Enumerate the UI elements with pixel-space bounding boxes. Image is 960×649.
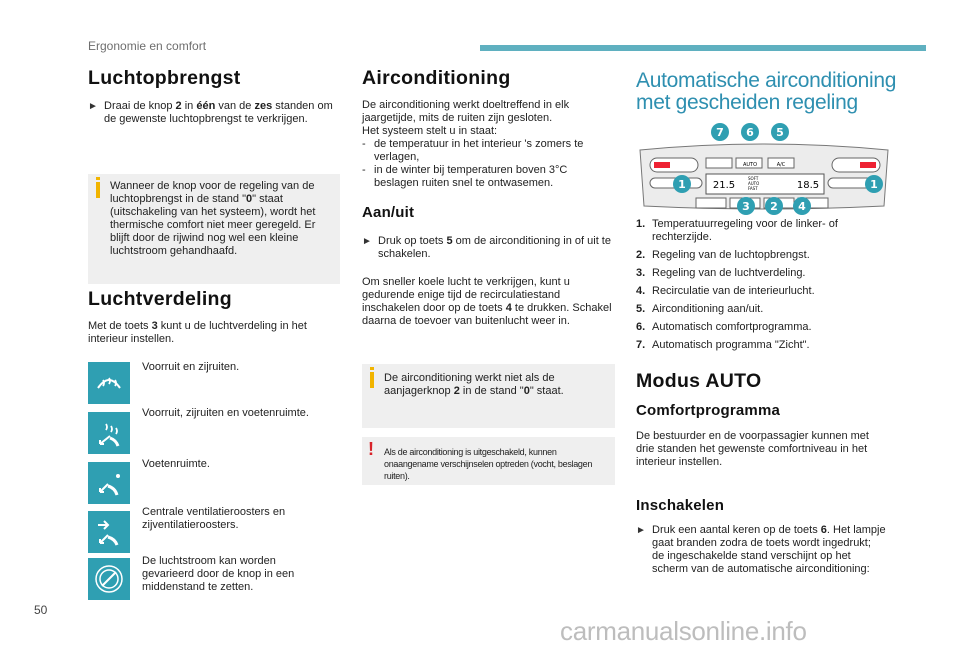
distribution-label: Voorruit, zijruiten en voetenruimte. — [142, 407, 309, 419]
panel-auto-button: AUTO — [742, 162, 758, 168]
panel-auto-label: AUTO — [748, 181, 760, 186]
warning-box-airco: ! Als de airconditioning is uitgeschakeld, kunnen onaangename verschijnselen optreden (vocht, beslagen ruiten). — [362, 437, 615, 485]
panel-temp-right: 18.5 — [796, 180, 820, 191]
distribution-label: Voetenruimte. — [142, 458, 210, 470]
info-box-airco: De airconditioning werkt niet als de aanjagerknop 2 in de stand "0" staat. — [362, 364, 615, 428]
callout-3: 3 — [742, 200, 750, 213]
face-feet-icon — [88, 511, 130, 553]
panel-legend-list — [636, 218, 886, 357]
info-icon — [96, 177, 100, 180]
list-item: 4. Recirculatie van de interieurlucht. — [636, 285, 815, 297]
step-aan-uit: ► Druk op toets 5 om de airconditioning in of uit te schakelen. — [362, 235, 611, 260]
list-item: 5. Airconditioning aan/uit. — [636, 303, 764, 315]
watermark: carmanualsonline.info — [560, 616, 807, 646]
heading-comfortprogramma: Comfortprogramma — [636, 402, 781, 419]
warning-icon: ! — [368, 439, 374, 459]
distribution-label: De luchtstroom kan worden gevarieerd door de knop in een middenstand te zetten. — [142, 555, 295, 593]
callout-2: 2 — [770, 200, 778, 213]
distribution-label: Centrale ventilatieroosters en zijventilatieroosters. — [142, 506, 286, 531]
page-number: 50 — [34, 603, 48, 617]
heading-luchtverdeling: Luchtverdeling — [88, 288, 232, 310]
heading-automatic-climate: Automatische airconditioning met gescheiden regeling — [636, 69, 897, 114]
callout-4: 4 — [798, 200, 806, 213]
callout-6: 6 — [746, 126, 754, 139]
info-icon — [370, 367, 374, 370]
callout-7: 7 — [716, 126, 724, 139]
arrow-bullet-icon: ► — [636, 525, 646, 536]
heading-modus-auto: Modus AUTO — [636, 370, 762, 392]
callout-5: 5 — [776, 126, 784, 139]
info-box-luchtopbrengst: Wanneer de knop voor de regeling van de luchtopbrengst in de stand "0" staat (uitschakeling van het systeem), wordt het thermische comfort niet meer geregeld. Er blijft door de rijwind nog wel een kleine luchtstroom gehandhaafd. — [88, 174, 340, 284]
distribution-label: Voorruit en zijruiten. — [142, 361, 240, 373]
arrow-bullet-icon: ► — [362, 236, 372, 247]
step-luchtopbrengst: ► Draai de knop 2 in één van de zes standen om de gewenste luchtopbrengst te verkrijgen. — [88, 100, 333, 125]
heading-aan-uit: Aan/uit — [362, 204, 415, 221]
list-item: 3. Regeling van de luchtverdeling. — [636, 267, 806, 279]
fan-dial-icon — [88, 558, 130, 600]
list-item: 6. Automatisch comfortprogramma. — [636, 321, 812, 333]
airco-intro: De airconditioning werkt doeltreffend in elk jaargetijde, mits de ruiten zijn gesloten. Het systeem stelt u in staat: - de temperatuur in het interieur 's zomers te verlagen, - in de winter bij temperaturen boven 3°C beslagen ruiten snel te ontwasemen. — [362, 99, 584, 189]
panel-soft-label: SOFT — [748, 176, 759, 181]
heading-luchtopbrengst: Luchtopbrengst — [88, 67, 241, 89]
header-accent-bar — [480, 45, 926, 51]
callout-1-right: 1 — [870, 178, 878, 191]
windscreen-feet-icon — [88, 412, 130, 454]
panel-fast-label: FAST — [748, 186, 758, 191]
heading-airconditioning: Airconditioning — [362, 67, 511, 89]
list-item: 7. Automatisch programma "Zicht". — [636, 339, 810, 351]
luchtverdeling-intro: Met de toets 3 kunt u de luchtverdeling in het interieur instellen. — [88, 320, 307, 345]
arrow-bullet-icon: ► — [88, 101, 98, 112]
list-item: 2. Regeling van de luchtopbrengst. — [636, 249, 810, 261]
feet-icon — [88, 462, 130, 504]
section-header: Ergonomie en comfort — [88, 39, 207, 53]
recirculation-text: Om sneller koele lucht te verkrijgen, kunt u gedurende enige tijd de recirculatiestand inschakelen door op de toets 4 te drukken. Schakel daarna de toevoer van buitenlucht weer in. — [362, 276, 612, 327]
panel-temp-left: 21.5 — [712, 180, 736, 191]
callout-1-left: 1 — [678, 178, 686, 191]
panel-ac-button: A/C — [776, 162, 786, 168]
heading-inschakelen: Inschakelen — [636, 497, 725, 514]
climate-panel-illustration — [636, 120, 892, 216]
comfort-text: De bestuurder en de voorpassagier kunnen met drie standen het gewenste comfortniveau in het interieur instellen. — [636, 430, 869, 468]
windscreen-demist-icon — [88, 362, 130, 404]
step-inschakelen: ► Druk een aantal keren op de toets 6. Het lampje gaat branden zodra de toets wordt ingedrukt; de ingeschakelde stand verschijnt op het scherm van de automatische airconditioning: — [636, 524, 886, 575]
list-item: 1. Temperatuurregeling voor de linker- of rechterzijde. — [636, 218, 838, 243]
